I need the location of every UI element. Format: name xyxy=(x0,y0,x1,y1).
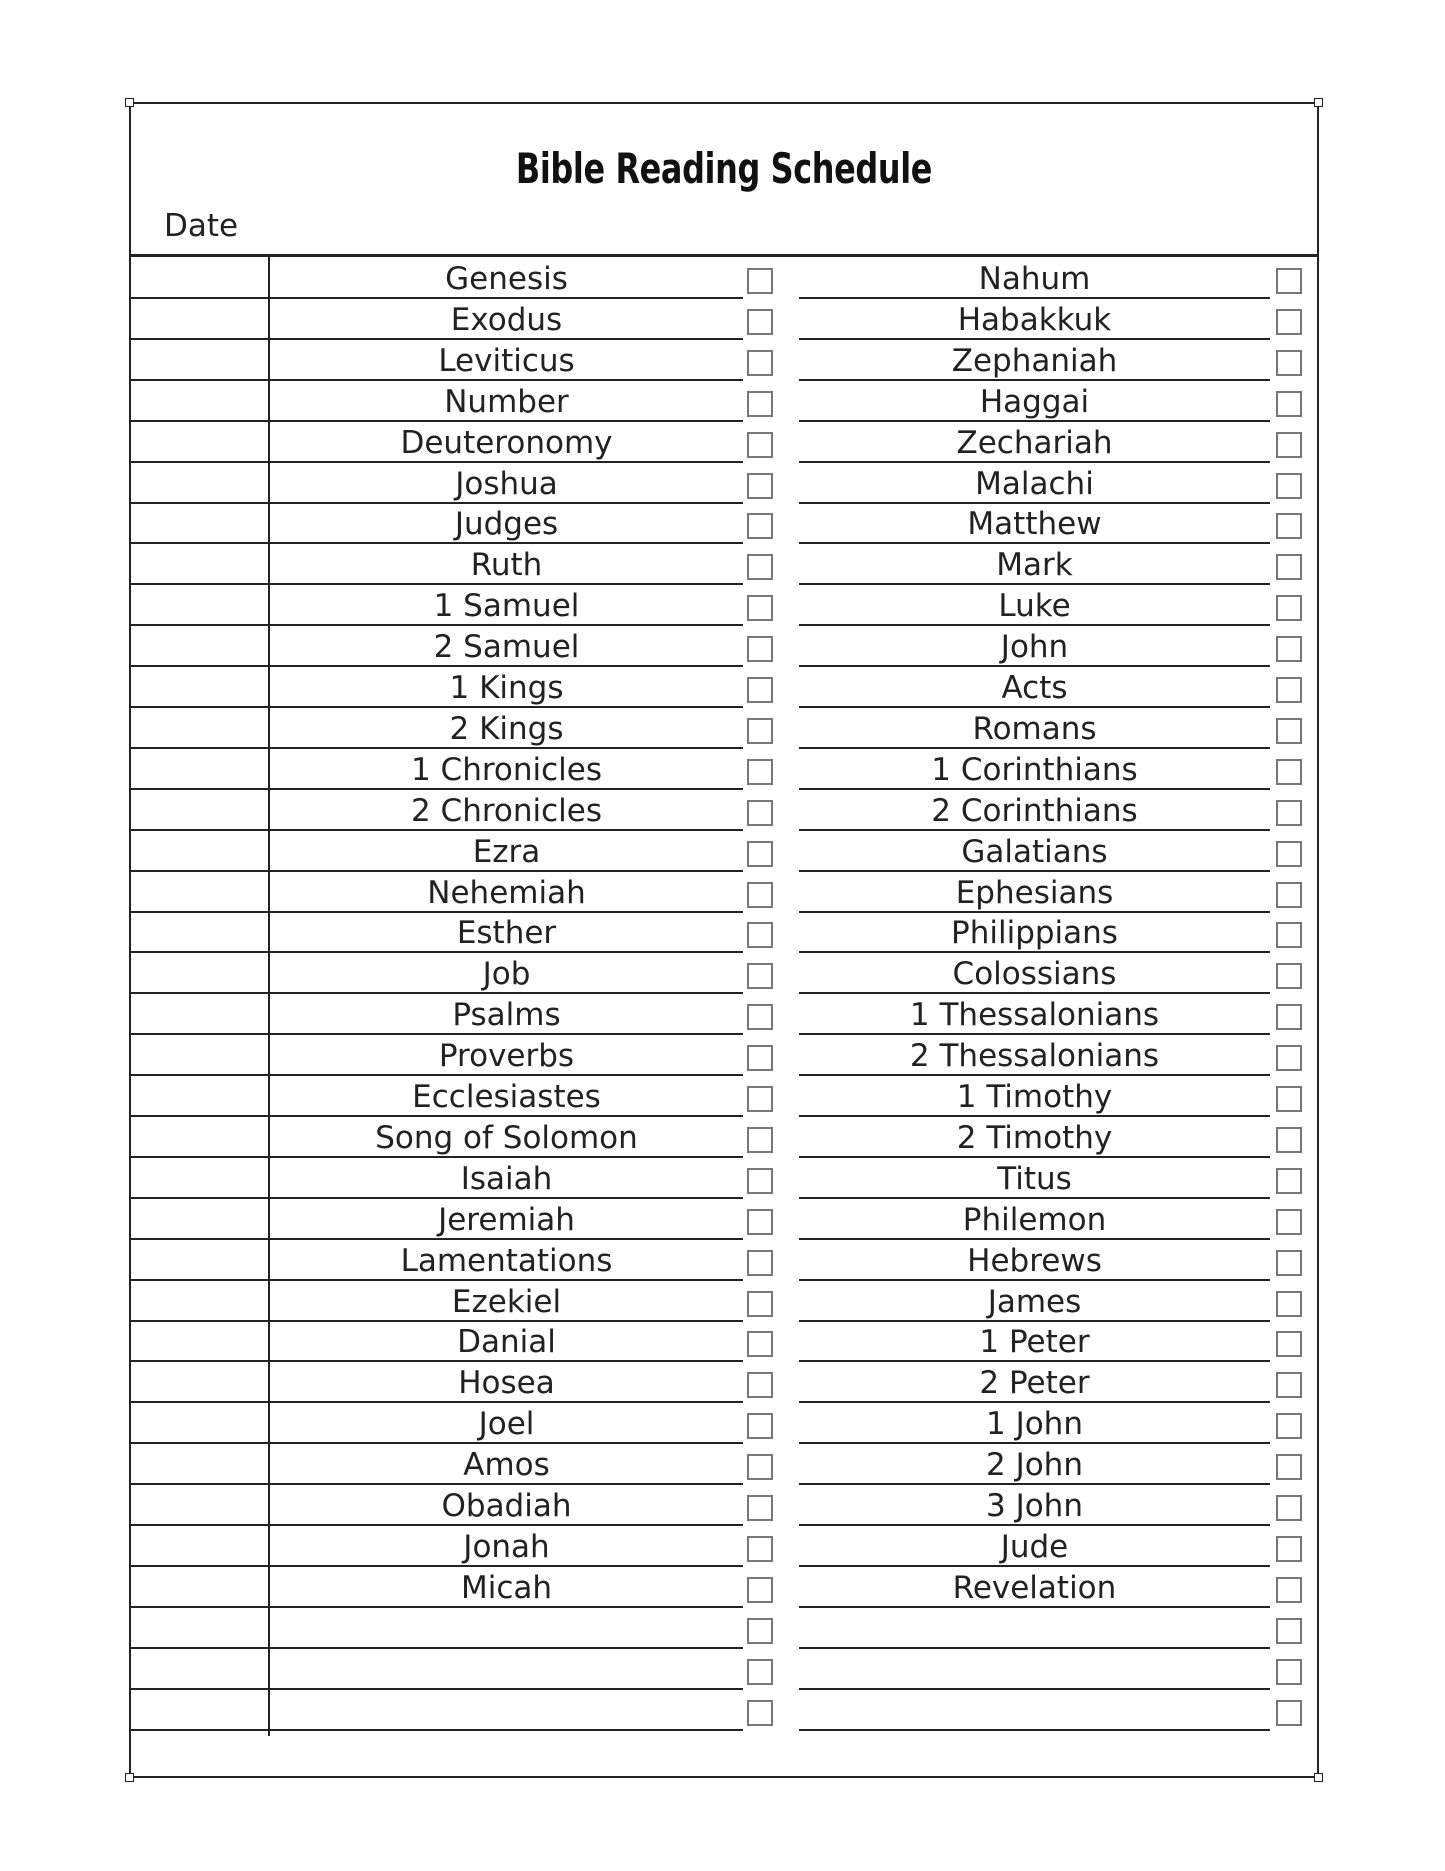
book-underline xyxy=(799,1647,1270,1649)
read-checkbox[interactable] xyxy=(1276,759,1302,785)
book-name: Romans xyxy=(972,711,1097,747)
book-name: 2 Corinthians xyxy=(931,793,1138,829)
date-entry-line[interactable] xyxy=(131,911,268,913)
book-underline xyxy=(799,788,1270,790)
book-underline xyxy=(799,1442,1270,1444)
read-checkbox[interactable] xyxy=(1276,1659,1302,1685)
read-checkbox[interactable] xyxy=(1276,513,1302,539)
book-name: 2 Samuel xyxy=(433,629,580,665)
book-underline xyxy=(799,992,1270,994)
book-underline xyxy=(799,502,1270,504)
book-name: 1 Timothy xyxy=(956,1079,1113,1115)
date-entry-line[interactable] xyxy=(131,338,268,340)
read-checkbox[interactable] xyxy=(1276,841,1302,867)
date-entry-line[interactable] xyxy=(131,1647,268,1649)
book-name: 1 Corinthians xyxy=(931,752,1138,788)
book-name: Isaiah xyxy=(460,1161,553,1197)
read-checkbox[interactable] xyxy=(1276,1577,1302,1603)
read-checkbox[interactable] xyxy=(747,1700,773,1726)
book-name: Ezra xyxy=(472,834,541,870)
book-name: Nahum xyxy=(978,261,1091,297)
book-underline xyxy=(270,829,743,831)
book-name: Luke xyxy=(998,588,1071,624)
book-name: Ephesians xyxy=(955,875,1114,911)
read-checkbox[interactable] xyxy=(1276,432,1302,458)
date-entry-line[interactable] xyxy=(131,1729,268,1731)
book-underline xyxy=(270,747,743,749)
date-entry-line[interactable] xyxy=(131,379,268,381)
read-checkbox[interactable] xyxy=(1276,1086,1302,1112)
header-divider xyxy=(131,254,1317,257)
book-underline xyxy=(799,1401,1270,1403)
book-name: Obadiah xyxy=(441,1488,572,1524)
book-name: 2 Peter xyxy=(979,1365,1090,1401)
read-checkbox[interactable] xyxy=(1276,268,1302,294)
book-underline xyxy=(799,911,1270,913)
book-underline xyxy=(270,1401,743,1403)
book-name: Mark xyxy=(996,547,1073,583)
read-checkbox[interactable] xyxy=(1276,1700,1302,1726)
book-underline xyxy=(799,1524,1270,1526)
read-checkbox[interactable] xyxy=(747,1045,773,1071)
read-checkbox[interactable] xyxy=(1276,636,1302,662)
read-checkbox[interactable] xyxy=(1276,1045,1302,1071)
read-checkbox[interactable] xyxy=(747,1291,773,1317)
book-name: Malachi xyxy=(975,466,1094,502)
date-entry-line[interactable] xyxy=(131,788,268,790)
book-name: Leviticus xyxy=(438,343,575,379)
read-checkbox[interactable] xyxy=(1276,1209,1302,1235)
book-underline xyxy=(270,1442,743,1444)
book-name: 1 Thessalonians xyxy=(909,997,1160,1033)
date-entry-line[interactable] xyxy=(131,1524,268,1526)
book-name: James xyxy=(987,1284,1082,1320)
book-underline xyxy=(270,1115,743,1117)
book-name: Acts xyxy=(1001,670,1068,706)
book-underline xyxy=(270,992,743,994)
date-entry-line[interactable] xyxy=(131,665,268,667)
book-name: Amos xyxy=(463,1447,550,1483)
book-name: Deuteronomy xyxy=(400,425,613,461)
book-name: 2 John xyxy=(986,1447,1083,1483)
schedule-frame xyxy=(129,102,1319,1778)
book-underline xyxy=(270,1238,743,1240)
read-checkbox[interactable] xyxy=(747,636,773,662)
date-entry-line[interactable] xyxy=(131,1279,268,1281)
read-checkbox[interactable] xyxy=(1276,1291,1302,1317)
book-underline xyxy=(270,788,743,790)
read-checkbox[interactable] xyxy=(1276,1004,1302,1030)
book-underline xyxy=(799,379,1270,381)
read-checkbox[interactable] xyxy=(1276,1454,1302,1480)
page-title: Bible Reading Schedule xyxy=(515,144,933,193)
read-checkbox[interactable] xyxy=(1276,1250,1302,1276)
book-underline xyxy=(799,1238,1270,1240)
book-name: Matthew xyxy=(967,506,1102,542)
book-name: Number xyxy=(444,384,569,420)
book-underline xyxy=(270,1074,743,1076)
book-underline xyxy=(270,297,743,299)
book-underline xyxy=(799,747,1270,749)
read-checkbox[interactable] xyxy=(747,677,773,703)
book-underline xyxy=(799,1729,1270,1731)
book-underline xyxy=(270,1279,743,1281)
book-name: Joel xyxy=(478,1406,535,1442)
read-checkbox[interactable] xyxy=(1276,309,1302,335)
book-underline xyxy=(270,911,743,913)
read-checkbox[interactable] xyxy=(1276,963,1302,989)
read-checkbox[interactable] xyxy=(1276,1127,1302,1153)
book-underline xyxy=(799,1320,1270,1322)
book-name: Ezekiel xyxy=(451,1284,562,1320)
read-checkbox[interactable] xyxy=(747,350,773,376)
book-name: Judges xyxy=(454,506,559,542)
book-underline xyxy=(799,1115,1270,1117)
read-checkbox[interactable] xyxy=(747,1331,773,1357)
book-underline xyxy=(270,1156,743,1158)
date-label: Date xyxy=(164,208,239,244)
read-checkbox[interactable] xyxy=(747,1413,773,1439)
book-underline xyxy=(270,542,743,544)
date-entry-line[interactable] xyxy=(131,1360,268,1362)
read-checkbox[interactable] xyxy=(747,800,773,826)
read-checkbox[interactable] xyxy=(747,1618,773,1644)
date-entry-line[interactable] xyxy=(131,583,268,585)
read-checkbox[interactable] xyxy=(747,1250,773,1276)
book-underline xyxy=(799,1156,1270,1158)
book-name: Haggai xyxy=(979,384,1090,420)
book-underline xyxy=(799,1360,1270,1362)
book-underline xyxy=(799,870,1270,872)
book-underline xyxy=(799,542,1270,544)
book-name: Job xyxy=(482,956,531,992)
read-checkbox[interactable] xyxy=(1276,922,1302,948)
book-underline xyxy=(270,1565,743,1567)
book-name: Song of Solomon xyxy=(375,1120,638,1156)
read-checkbox[interactable] xyxy=(747,1659,773,1685)
book-underline xyxy=(270,1729,743,1731)
date-entry-line[interactable] xyxy=(131,1401,268,1403)
book-name: 2 Thessalonians xyxy=(909,1038,1160,1074)
book-underline xyxy=(270,665,743,667)
book-underline xyxy=(799,829,1270,831)
book-underline xyxy=(270,1360,743,1362)
read-checkbox[interactable] xyxy=(747,432,773,458)
book-name: Revelation xyxy=(952,1570,1117,1606)
book-name: Exodus xyxy=(450,302,563,338)
book-name: Psalms xyxy=(452,997,561,1033)
date-entry-line[interactable] xyxy=(131,1565,268,1567)
book-name: 2 Kings xyxy=(449,711,564,747)
read-checkbox[interactable] xyxy=(747,1086,773,1112)
book-underline xyxy=(270,1197,743,1199)
book-underline xyxy=(799,1483,1270,1485)
book-name: Genesis xyxy=(445,261,568,297)
read-checkbox[interactable] xyxy=(747,1004,773,1030)
book-underline xyxy=(799,665,1270,667)
book-underline xyxy=(799,1197,1270,1199)
read-checkbox[interactable] xyxy=(1276,391,1302,417)
book-name: Titus xyxy=(997,1161,1072,1197)
book-name: 3 John xyxy=(986,1488,1083,1524)
date-entry-line[interactable] xyxy=(131,1606,268,1608)
book-underline xyxy=(799,1606,1270,1608)
date-entry-line[interactable] xyxy=(131,542,268,544)
read-checkbox[interactable] xyxy=(747,268,773,294)
book-name: 1 Kings xyxy=(449,670,564,706)
read-checkbox[interactable] xyxy=(747,718,773,744)
book-underline xyxy=(270,1483,743,1485)
read-checkbox[interactable] xyxy=(1276,1495,1302,1521)
book-name: 1 Peter xyxy=(979,1324,1090,1360)
date-entry-line[interactable] xyxy=(131,420,268,422)
book-name: Jeremiah xyxy=(438,1202,575,1238)
book-underline xyxy=(799,1074,1270,1076)
date-entry-line[interactable] xyxy=(131,1483,268,1485)
date-entry-line[interactable] xyxy=(131,624,268,626)
read-checkbox[interactable] xyxy=(747,513,773,539)
read-checkbox[interactable] xyxy=(1276,595,1302,621)
book-underline xyxy=(270,583,743,585)
date-entry-line[interactable] xyxy=(131,1238,268,1240)
book-underline xyxy=(270,502,743,504)
book-underline xyxy=(799,706,1270,708)
book-name: Proverbs xyxy=(438,1038,575,1074)
book-underline xyxy=(270,338,743,340)
date-entry-line[interactable] xyxy=(131,829,268,831)
book-underline xyxy=(270,1606,743,1608)
read-checkbox[interactable] xyxy=(1276,1618,1302,1644)
date-entry-line[interactable] xyxy=(131,706,268,708)
book-name: Lamentations xyxy=(400,1243,613,1279)
read-checkbox[interactable] xyxy=(747,1536,773,1562)
corner-handle-icon xyxy=(1314,1773,1323,1782)
book-underline xyxy=(799,461,1270,463)
book-name: Ruth xyxy=(470,547,543,583)
date-entry-line[interactable] xyxy=(131,1442,268,1444)
book-name: Zephaniah xyxy=(951,343,1118,379)
date-entry-line[interactable] xyxy=(131,1320,268,1322)
book-underline xyxy=(799,338,1270,340)
date-entry-line[interactable] xyxy=(131,1197,268,1199)
read-checkbox[interactable] xyxy=(1276,677,1302,703)
corner-handle-icon xyxy=(125,1773,134,1782)
book-name: Ecclesiastes xyxy=(412,1079,601,1115)
book-underline xyxy=(270,1688,743,1690)
read-checkbox[interactable] xyxy=(747,554,773,580)
read-checkbox[interactable] xyxy=(747,1209,773,1235)
date-entry-line[interactable] xyxy=(131,747,268,749)
book-name: 1 Chronicles xyxy=(410,752,603,788)
book-underline xyxy=(270,1033,743,1035)
read-checkbox[interactable] xyxy=(747,841,773,867)
book-name: Philemon xyxy=(962,1202,1107,1238)
read-checkbox[interactable] xyxy=(1276,882,1302,908)
read-checkbox[interactable] xyxy=(1276,1536,1302,1562)
book-underline xyxy=(799,1033,1270,1035)
book-underline xyxy=(799,420,1270,422)
book-underline xyxy=(270,1524,743,1526)
book-underline xyxy=(270,1647,743,1649)
book-name: Danial xyxy=(457,1324,556,1360)
book-name: Esther xyxy=(456,915,557,951)
book-name: Galatians xyxy=(961,834,1108,870)
book-underline xyxy=(799,1565,1270,1567)
book-underline xyxy=(270,1320,743,1322)
read-checkbox[interactable] xyxy=(1276,473,1302,499)
read-checkbox[interactable] xyxy=(1276,1331,1302,1357)
book-name: Hosea xyxy=(458,1365,555,1401)
read-checkbox[interactable] xyxy=(747,473,773,499)
date-entry-line[interactable] xyxy=(131,951,268,953)
date-entry-line[interactable] xyxy=(131,1156,268,1158)
book-underline xyxy=(270,870,743,872)
date-entry-line[interactable] xyxy=(131,297,268,299)
read-checkbox[interactable] xyxy=(747,759,773,785)
corner-handle-icon xyxy=(1314,98,1323,107)
date-entry-line[interactable] xyxy=(131,1074,268,1076)
date-entry-line[interactable] xyxy=(131,1033,268,1035)
corner-handle-icon xyxy=(125,98,134,107)
read-checkbox[interactable] xyxy=(747,1454,773,1480)
date-entry-line[interactable] xyxy=(131,1115,268,1117)
book-name: Micah xyxy=(460,1570,553,1606)
read-checkbox[interactable] xyxy=(747,1577,773,1603)
read-checkbox[interactable] xyxy=(1276,554,1302,580)
read-checkbox[interactable] xyxy=(1276,1413,1302,1439)
book-underline xyxy=(270,379,743,381)
book-underline xyxy=(799,583,1270,585)
read-checkbox[interactable] xyxy=(747,1168,773,1194)
read-checkbox[interactable] xyxy=(747,309,773,335)
book-underline xyxy=(799,951,1270,953)
read-checkbox[interactable] xyxy=(1276,1168,1302,1194)
read-checkbox[interactable] xyxy=(747,1127,773,1153)
book-name: Jude xyxy=(1000,1529,1069,1565)
book-underline xyxy=(270,624,743,626)
book-underline xyxy=(799,297,1270,299)
book-underline xyxy=(799,1279,1270,1281)
read-checkbox[interactable] xyxy=(747,922,773,948)
read-checkbox[interactable] xyxy=(747,391,773,417)
book-name: Joshua xyxy=(455,466,558,502)
book-underline xyxy=(799,624,1270,626)
book-underline xyxy=(270,951,743,953)
read-checkbox[interactable] xyxy=(1276,1372,1302,1398)
book-name: Colossians xyxy=(952,956,1117,992)
book-underline xyxy=(799,1688,1270,1690)
book-name: Zechariah xyxy=(956,425,1113,461)
book-underline xyxy=(270,706,743,708)
book-name: 1 John xyxy=(986,1406,1083,1442)
read-checkbox[interactable] xyxy=(747,963,773,989)
book-underline xyxy=(270,420,743,422)
book-underline xyxy=(270,461,743,463)
book-name: 2 Timothy xyxy=(956,1120,1113,1156)
book-name: Hebrews xyxy=(967,1243,1102,1279)
read-checkbox[interactable] xyxy=(747,1372,773,1398)
book-name: Habakkuk xyxy=(957,302,1112,338)
read-checkbox[interactable] xyxy=(1276,350,1302,376)
read-checkbox[interactable] xyxy=(747,882,773,908)
date-entry-line[interactable] xyxy=(131,461,268,463)
book-name: John xyxy=(1000,629,1069,665)
book-name: Nehemiah xyxy=(427,875,586,911)
book-name: 2 Chronicles xyxy=(410,793,603,829)
read-checkbox[interactable] xyxy=(1276,800,1302,826)
book-name: Philippians xyxy=(951,915,1118,951)
read-checkbox[interactable] xyxy=(747,1495,773,1521)
date-entry-line[interactable] xyxy=(131,502,268,504)
read-checkbox[interactable] xyxy=(1276,718,1302,744)
book-name: Jonah xyxy=(463,1529,550,1565)
date-entry-line[interactable] xyxy=(131,1688,268,1690)
date-entry-line[interactable] xyxy=(131,870,268,872)
read-checkbox[interactable] xyxy=(747,595,773,621)
book-name: 1 Samuel xyxy=(433,588,580,624)
date-entry-line[interactable] xyxy=(131,992,268,994)
